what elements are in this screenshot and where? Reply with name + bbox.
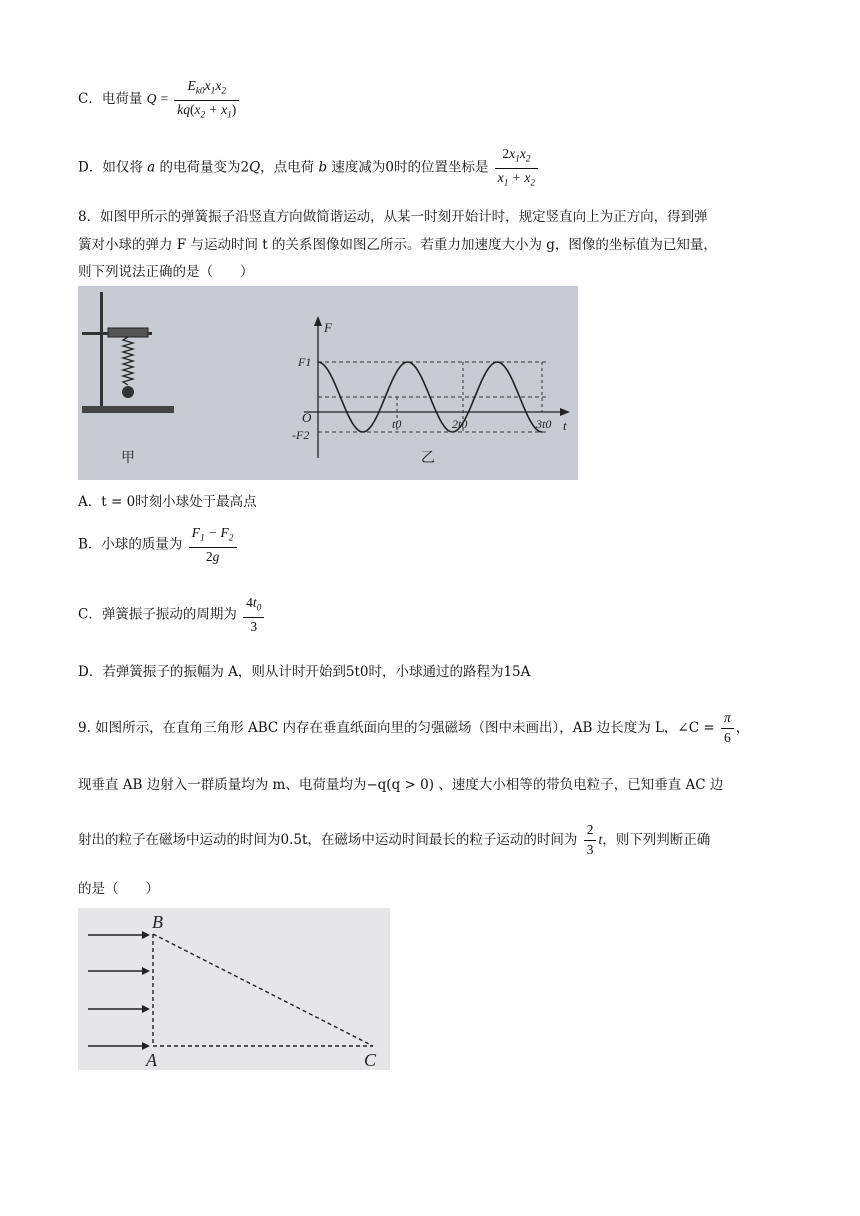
q8-option-b: B．小球的质量为 $\frac{F_1 - F_2}{2g}$ — [78, 525, 239, 565]
q8-option-d: D．若弹簧振子的振幅为 A，则从计时开始到5t0时，小球通过的路程为15A — [78, 664, 531, 680]
fig-caption-yi: 乙 — [421, 451, 435, 466]
q8-figure — [78, 286, 578, 480]
q8-option-a: A．t = 0时刻小球处于最高点 — [78, 494, 257, 510]
tick-t0: t0 — [392, 417, 402, 431]
q8-option-c: C．弹簧振子振动的周期为 $\frac{4t_0}{3}$ — [78, 595, 266, 635]
fig-caption-jia: 甲 — [121, 450, 135, 466]
f2-label: -F2 — [292, 428, 310, 442]
q9-stem-line4: 的是（ ） — [78, 881, 159, 897]
y-axis-label: F — [324, 320, 332, 335]
vertex-b: B — [152, 912, 163, 932]
q7-c-label: C．电荷量 — [78, 91, 143, 108]
tick-2t0: 2t0 — [452, 417, 468, 431]
q9-triangle-figure — [78, 908, 390, 1070]
q9-stem-line2: 现垂直 AB 边射入一群质量均为 m、电荷量均为−q(q > 0) 、速度大小相等的带负电粒子，已知垂直 AC 边 — [78, 777, 724, 793]
q7-option-d — [78, 146, 540, 190]
q8-stem-line3: 则下列说法正确的是（ ） — [78, 264, 254, 280]
q7-c-formula: Q = $\frac{E_{k0}x_1x_2}{kq(x_2 + x_1)}$ — [147, 91, 242, 106]
q8-stem-line2: 簧对小球的弹力 F 与运动时间 t 的关系图像如图乙所示。若重力加速度大小为 g，图像的坐标值为已知量， — [78, 237, 717, 253]
q9-stem-line3: 射出的粒子在磁场中运动的时间为0.5t，在磁场中运动时间最长的粒子运动的时间为 $\frac{2}{3}$ t，则下列判断正确 — [78, 822, 711, 857]
vertex-a: A — [146, 1050, 157, 1070]
q7-d-formula: $\frac{2x_1x_2}{x_1 + x_2}$ — [495, 146, 538, 190]
origin-label: O — [302, 410, 312, 425]
tick-3t0: 3t0 — [536, 417, 552, 431]
q9-stem-line1: 9. 如图所示，在直角三角形 ABC 内存在垂直纸面向里的匀强磁场（图中未画出），AB 边长度为 L，∠C = $\frac{\pi}{6}$ ， — [78, 710, 750, 745]
f1-label: F1 — [298, 355, 312, 369]
q7-d-text: D．如仅将 a 的电荷量变为2Q，点电荷 b 速度减为0时的位置坐标是 — [78, 159, 489, 176]
vertex-c: C — [364, 1050, 377, 1070]
q7-option-c — [78, 78, 241, 122]
x-axis-label: t — [563, 418, 567, 433]
q8-stem-line1: 8．如图甲所示的弹簧振子沿竖直方向做简谐运动，从某一时刻开始计时，规定竖直向上为正方向，得到弹 — [78, 209, 708, 225]
